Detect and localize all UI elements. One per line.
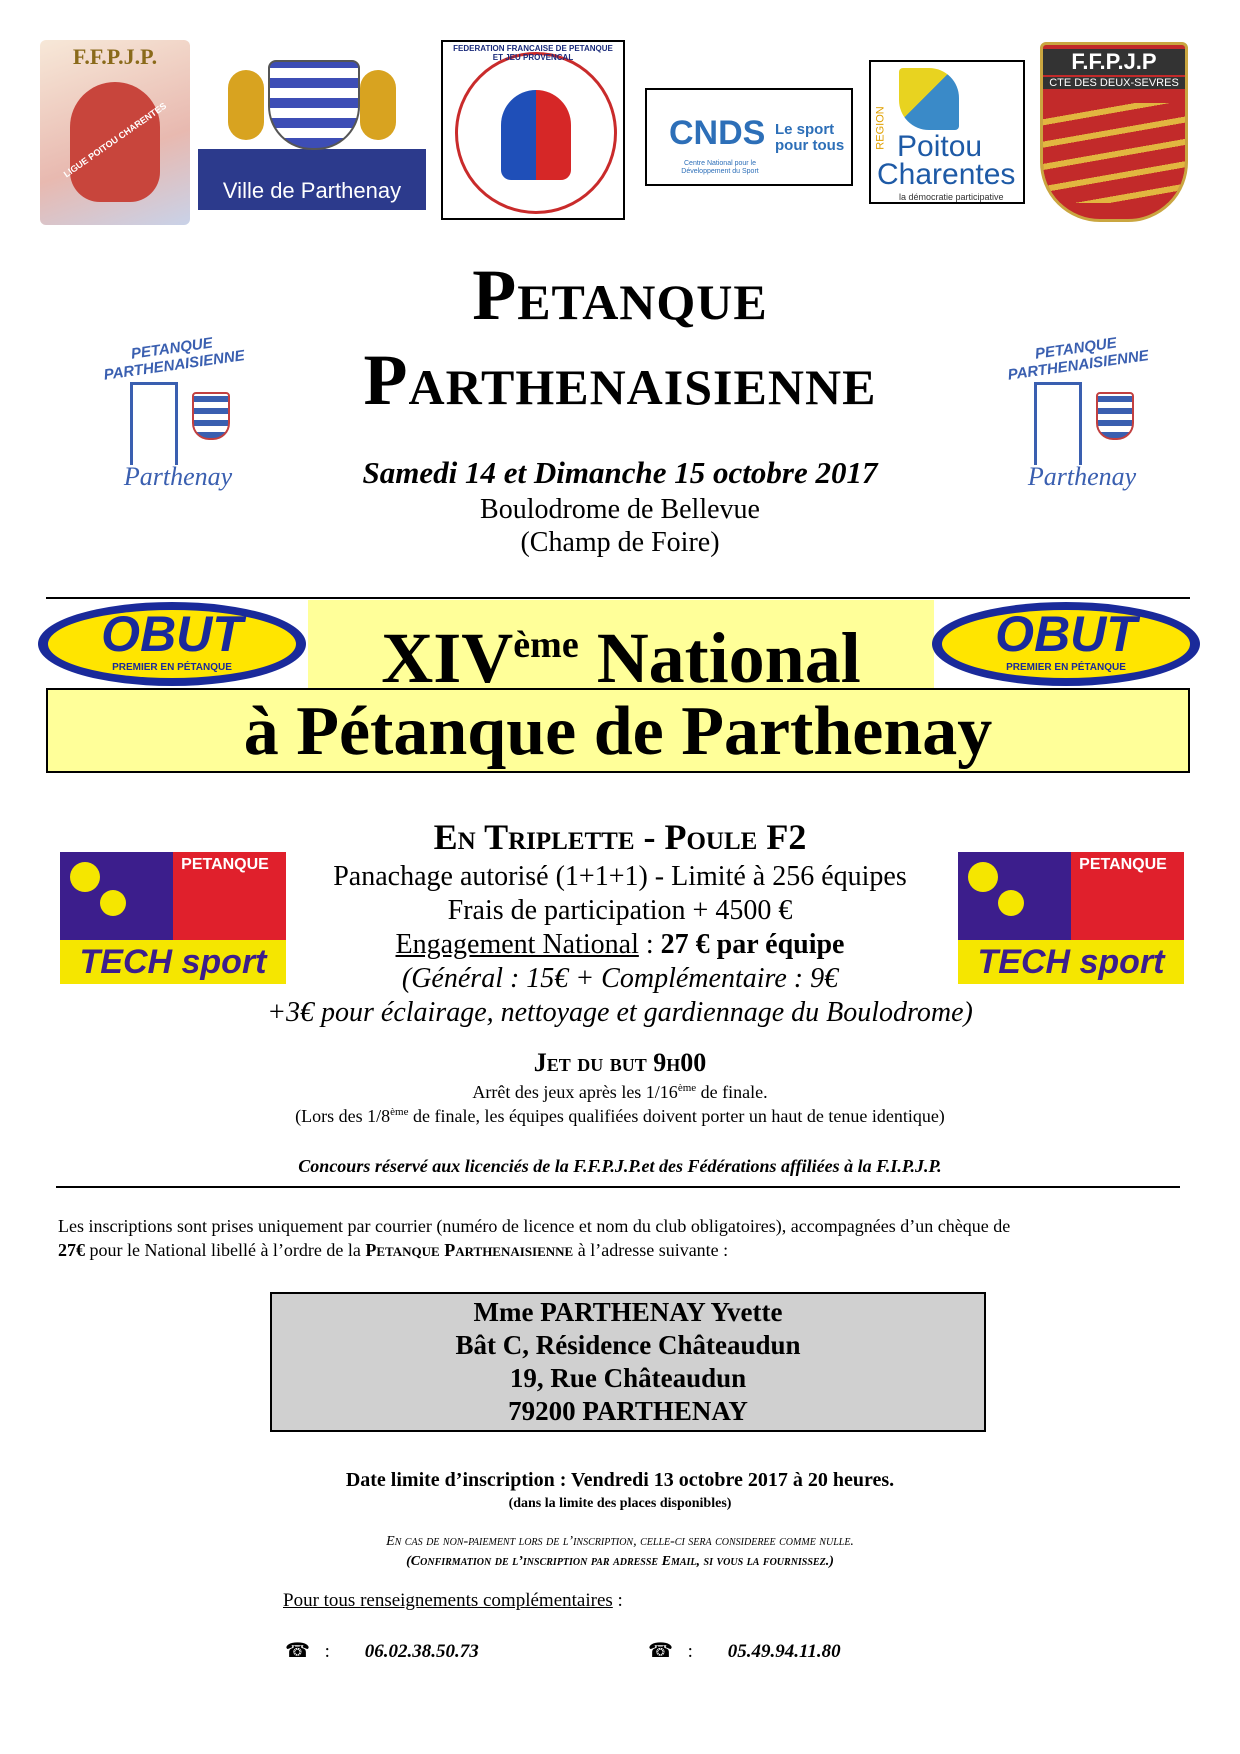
engagement-label: Engagement National	[395, 929, 639, 960]
lors-sup: ème	[390, 1106, 409, 1118]
ffpjp-ligue-logo	[40, 40, 190, 225]
federation-logo	[441, 40, 625, 220]
inscription-text1: Les inscriptions sont prises uniquement par courrier (numéro de licence et nom du club obligatoires), accompagnées d’un chèque de	[58, 1216, 1011, 1236]
arret-post: de finale.	[696, 1082, 768, 1102]
club-logo-left	[68, 322, 278, 494]
title-line-2: Parthenaisienne	[363, 340, 877, 420]
banner-title-line-1	[308, 603, 934, 700]
cnds-logo	[645, 88, 853, 186]
club-tower-icon-right	[1034, 382, 1082, 465]
region-map-icon	[899, 68, 959, 130]
deux-sevres-castle-icon	[1043, 103, 1185, 203]
tech-ball-icon-right	[968, 862, 998, 892]
federation-rooster-icon	[501, 90, 571, 180]
divider-top	[46, 597, 1190, 599]
arret-pre: Arrêt des jeux après les 1/16	[472, 1082, 678, 1102]
obut-sub-right: PREMIER EN PÉTANQUE	[1006, 662, 1126, 673]
address-box	[270, 1292, 986, 1432]
venue: Boulodrome de Bellevue	[480, 494, 760, 525]
phone-number-1: 06.02.38.50.73	[364, 1641, 479, 1662]
arret-sup: ème	[677, 1082, 697, 1094]
tech-text-right: TECH sport	[977, 943, 1165, 981]
tech-sport-logo-right	[958, 852, 1184, 984]
banner-title-line-2: à Pétanque de Parthenay	[243, 693, 993, 770]
lors-pre: (Lors des 1/8	[295, 1106, 391, 1126]
phone-row-2	[648, 1638, 841, 1663]
ville-de-parthenay-logo	[198, 50, 426, 210]
ville-lion-left-icon	[228, 70, 264, 140]
obut-logo-right	[932, 602, 1200, 686]
club-shield-icon-left	[192, 392, 230, 440]
address-line-1: Mme PARTHENAY Yvette	[473, 1297, 783, 1327]
ville-label: Ville de Parthenay	[222, 178, 402, 203]
divider-bottom	[56, 1186, 1180, 1188]
club-shield-icon-right	[1096, 392, 1134, 440]
deadline: Date limite d’inscription : Vendredi 13 octobre 2017 à 20 heures.	[345, 1469, 895, 1491]
tech-pet-left: PETANQUE	[181, 856, 269, 873]
address-line-2: Bât C, Résidence Châteaudun	[455, 1330, 801, 1360]
event-date: Samedi 14 et Dimanche 15 octobre 2017	[362, 455, 878, 490]
inscription-club: Petanque Parthenaisienne	[365, 1240, 574, 1260]
inscription-amount: 27€	[58, 1240, 85, 1260]
phone-icon: ☎	[648, 1638, 673, 1662]
ffpjp-ligue-title: F.F.P.J.P.	[72, 44, 158, 69]
lors-post: de finale, les équipes qualifiées doivent porter un haut de tenue identique)	[408, 1106, 945, 1126]
info-line	[283, 1590, 623, 1612]
warning-1: En cas de non-paiement lors de l’inscription, celle-ci sera consideree comme nulle.	[386, 1534, 854, 1549]
panachage: Panachage autorisé (1+1+1) - Limité à 256 équipes	[333, 861, 907, 892]
deadline-sub: (dans la limite des places disponibles)	[508, 1496, 732, 1511]
region-word: REGION	[874, 106, 887, 150]
phone-row-1	[285, 1638, 479, 1663]
federation-text: FEDERATION FRANCAISE DE PETANQUE ET JEU PROVENCAL	[453, 44, 613, 62]
phone-number-2: 05.49.94.11.80	[727, 1641, 841, 1662]
club-arc-text-left: PETANQUE PARTHENAISIENNE	[102, 334, 246, 384]
ffpjp-deux-sevres-title: F.F.P.J.P	[1043, 49, 1185, 75]
cnds-slogan: Le sport pour tous	[775, 121, 845, 154]
engagement-line	[290, 929, 950, 961]
region-poitou-charentes-logo	[869, 60, 1025, 204]
engagement-sep: :	[638, 929, 661, 960]
lors-line	[180, 1106, 1060, 1127]
obut-text-left: OBUT	[101, 606, 243, 662]
address-line-3: 19, Rue Châteaudun	[509, 1363, 747, 1393]
eclairage-line: +3€ pour éclairage, nettoyage et gardiennage du Boulodrome)	[267, 997, 973, 1028]
banner-roman: XIV	[381, 618, 514, 698]
reserve-line: Concours réservé aux licenciés de la F.F.P.J.P.et des Fédérations affiliées à la F.I.P.J.P.	[298, 1156, 942, 1176]
address-line-4: 79200 PARTHENAY	[508, 1396, 748, 1426]
club-town-left: Parthenay	[123, 462, 233, 491]
region-tag: la démocratie participative	[899, 192, 1004, 202]
tech-text-left: TECH sport	[79, 943, 267, 981]
club-town-right: Parthenay	[1027, 462, 1137, 491]
inscription-paragraph	[58, 1214, 1182, 1262]
inscription-text3: à l’adresse suivante :	[573, 1240, 729, 1260]
info-text: Pour tous renseignements complémentaires	[283, 1590, 613, 1611]
title-line-1: Petanque	[472, 255, 768, 335]
club-tower-icon-left	[130, 382, 178, 465]
frais: Frais de participation + 4500 €	[447, 895, 793, 926]
region-charentes: Charentes	[877, 158, 1016, 191]
ffpjp-deux-sevres-sub: CTE DES DEUX-SEVRES	[1043, 77, 1185, 89]
banner-national: National	[578, 618, 861, 698]
arret-line	[300, 1082, 940, 1103]
inscription-text2: pour le National libellé à l’ordre de la	[85, 1240, 366, 1260]
phone-icon: ☎	[285, 1638, 310, 1662]
ffpjp-deux-sevres-logo	[1040, 42, 1188, 222]
cnds-main: CNDS	[669, 114, 766, 152]
obut-text-right: OBUT	[995, 606, 1137, 662]
warning-2: (Confirmation de l’inscription par adresse Email, si vous la fournissez.)	[406, 1554, 834, 1569]
format-heading: En Triplette - Poule F2	[433, 817, 807, 857]
cnds-sub: Centre National pour le Développement du Sport	[681, 160, 759, 175]
obut-sub-left: PREMIER EN PÉTANQUE	[112, 662, 232, 673]
phone-colon-2: :	[687, 1641, 693, 1662]
phone-colon-1: :	[324, 1641, 330, 1662]
tech-ball2-icon-right	[998, 890, 1024, 916]
engagement-value: 27 € par équipe	[660, 929, 845, 960]
tech-sport-logo-left	[60, 852, 286, 984]
banner-sup: ème	[513, 624, 579, 666]
tech-pet-right: PETANQUE	[1079, 856, 1167, 873]
region-poitou: Poitou	[897, 130, 983, 163]
obut-logo-left	[38, 602, 306, 686]
tech-ball2-icon-left	[100, 890, 126, 916]
general-line: (Général : 15€ + Complémentaire : 9€	[401, 963, 839, 994]
ville-crest-icon	[268, 60, 360, 150]
club-arc-text-right: PETANQUE PARTHENAISIENNE	[1006, 334, 1150, 384]
tech-ball-icon-left	[70, 862, 100, 892]
info-sep: :	[612, 1590, 623, 1611]
ffpjp-ligue-sub: LIGUE POITOU CHARENTES	[61, 100, 169, 180]
jet-du-but: Jet du but 9h00	[533, 1048, 707, 1077]
club-logo-right	[972, 322, 1182, 494]
ville-lion-right-icon	[360, 70, 396, 140]
venue-sub: (Champ de Foire)	[520, 527, 720, 558]
